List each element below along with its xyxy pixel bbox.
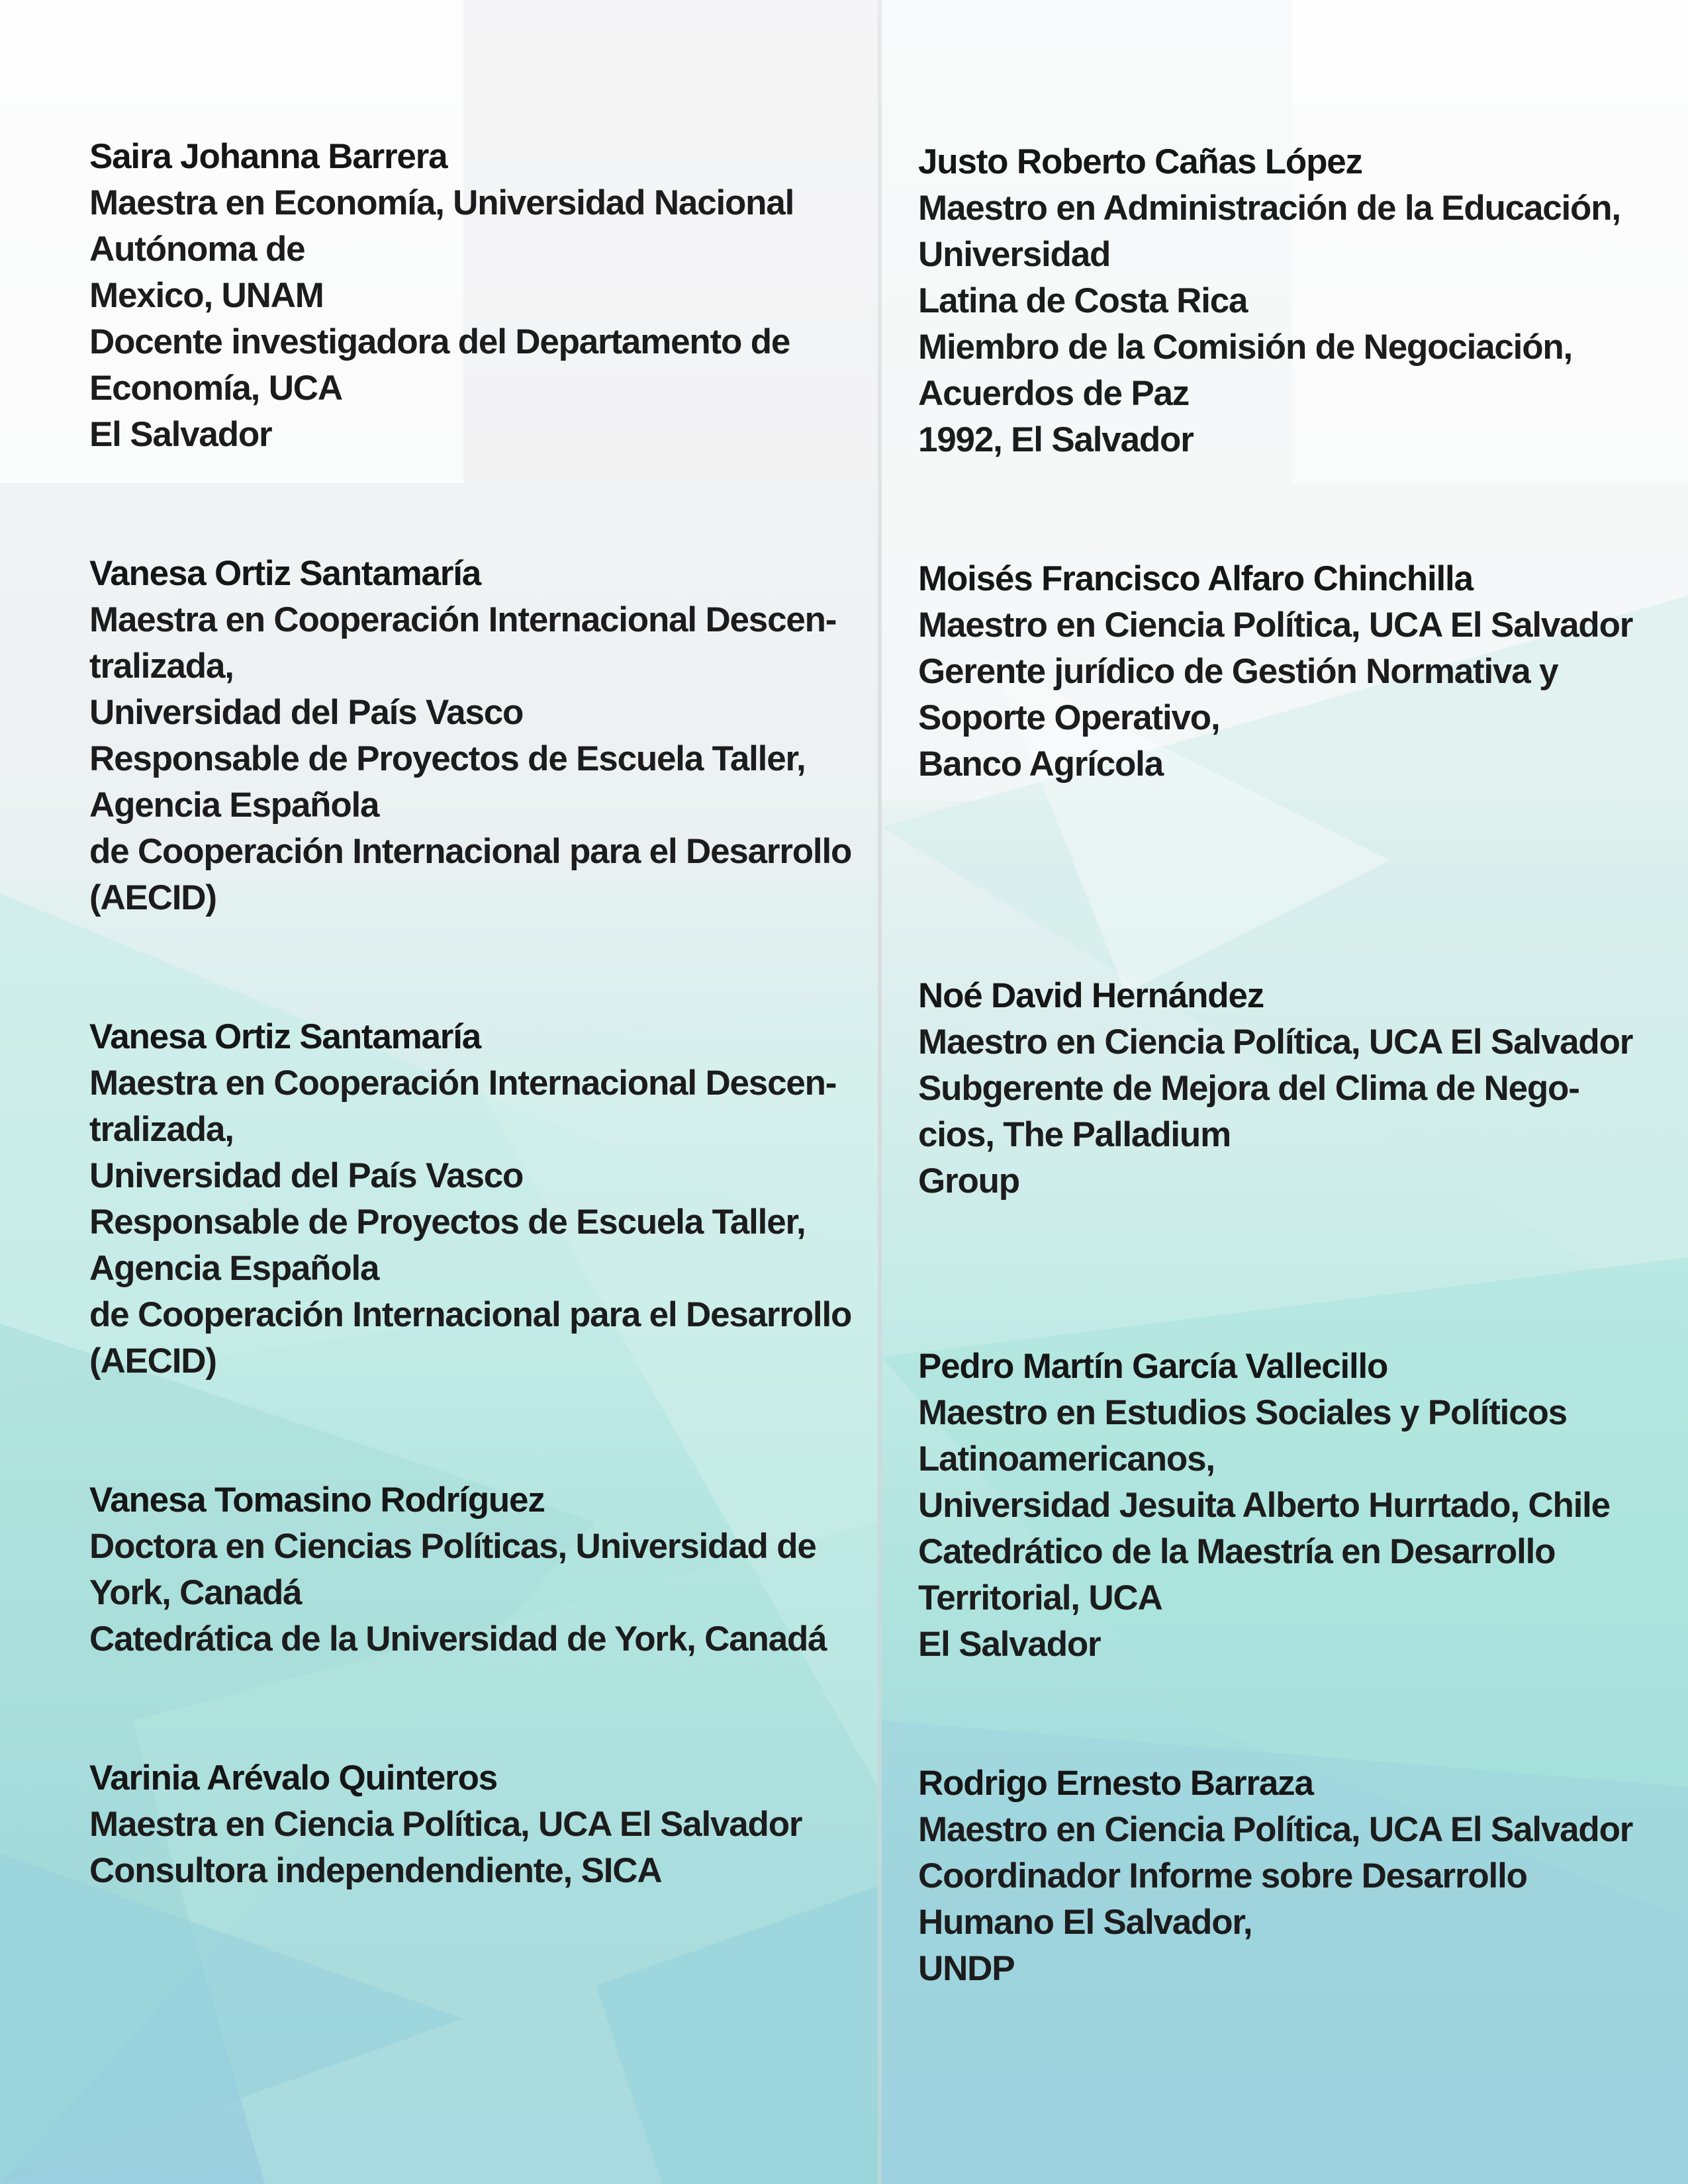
- profile-name: Noé David Hernández: [918, 976, 1264, 1015]
- profile-name: Vanesa Tomasino Rodríguez: [89, 1480, 545, 1520]
- profile-detail: tralizada,: [89, 647, 234, 686]
- profile-entry: [89, 1014, 851, 1385]
- profile-detail: Latina de Costa Rica: [918, 281, 1248, 320]
- profile-detail: Maestra en Ciencia Política, UCA El Salvador: [89, 1805, 802, 1844]
- profile-name: Justo Roberto Cañas López: [918, 142, 1362, 181]
- profile-detail: Territorial, UCA: [918, 1578, 1162, 1617]
- profile-detail: Responsable de Proyectos de Escuela Taller,: [89, 739, 806, 778]
- profile-detail: El Salvador: [89, 415, 272, 454]
- profile-detail: Maestra en Economía, Universidad Nacional: [89, 183, 794, 222]
- profile-detail: Catedrática de la Universidad de York, Canadá: [89, 1619, 827, 1659]
- profile-entry: [918, 1343, 1610, 1668]
- profile-detail: Maestro en Ciencia Política, UCA El Salvador: [918, 1810, 1633, 1849]
- profile-detail: Agencia Española: [89, 1249, 379, 1288]
- profile-detail: Catedrático de la Maestría en Desarrollo: [918, 1532, 1556, 1571]
- profile-name: Rodrigo Ernesto Barraza: [918, 1764, 1313, 1803]
- profile-detail: Soporte Operativo,: [918, 698, 1220, 737]
- profile-detail: El Salvador: [918, 1625, 1101, 1664]
- profile-entry: [918, 556, 1632, 788]
- profile-name: Vanesa Ortiz Santamaría: [89, 554, 481, 593]
- profile-detail: Banco Agrícola: [918, 745, 1163, 784]
- profile-detail: 1992, El Salvador: [918, 420, 1194, 459]
- profile-detail: Gerente jurídico de Gestión Normativa y: [918, 652, 1558, 691]
- profile-detail: Consultora independendiente, SICA: [89, 1851, 662, 1890]
- profile-detail: Docente investigadora del Departamento de: [89, 322, 790, 361]
- profile-detail: Subgerente de Mejora del Clima de Nego-: [918, 1069, 1579, 1108]
- profile-detail: Economía, UCA: [89, 369, 342, 408]
- profile-detail: Maestro en Ciencia Política, UCA El Salvador: [918, 1023, 1633, 1062]
- profile-entry: [918, 139, 1620, 463]
- profile-detail: Maestra en Cooperación Internacional Descen-: [89, 600, 837, 639]
- profile-name: Moisés Francisco Alfaro Chinchilla: [918, 559, 1473, 598]
- profile-name: Saira Johanna Barrera: [89, 137, 447, 176]
- profile-detail: UNDP: [918, 1949, 1015, 1988]
- profile-entry: [918, 1760, 1632, 1992]
- profile-detail: de Cooperación Internacional para el Desarrollo: [89, 832, 852, 871]
- profile-detail: Coordinador Informe sobre Desarrollo: [918, 1856, 1527, 1895]
- profile-detail: Humano El Salvador,: [918, 1903, 1252, 1942]
- column-divider: [878, 0, 882, 2184]
- profile-detail: Maestra en Cooperación Internacional Descen-: [89, 1064, 837, 1103]
- profile-detail: Agencia Española: [89, 786, 379, 825]
- profile-detail: Responsable de Proyectos de Escuela Taller,: [89, 1203, 806, 1242]
- profile-detail: Group: [918, 1161, 1019, 1201]
- profile-detail: (AECID): [89, 1342, 216, 1381]
- profile-detail: Universidad Jesuita Alberto Hurrtado, Chile: [918, 1486, 1610, 1525]
- profile-detail: (AECID): [89, 878, 216, 917]
- profile-detail: Maestro en Ciencia Política, UCA El Salvador: [918, 606, 1633, 645]
- profile-detail: Universidad del País Vasco: [89, 1156, 524, 1195]
- profile-detail: de Cooperación Internacional para el Desarrollo: [89, 1295, 852, 1334]
- profile-detail: Maestro en Administración de la Educación,: [918, 189, 1620, 228]
- profile-entry: [89, 1477, 826, 1662]
- profile-entry: [89, 134, 794, 458]
- profile-detail: Universidad: [918, 235, 1111, 274]
- profile-detail: Universidad del País Vasco: [89, 693, 524, 732]
- profile-name: Varinia Arévalo Quinteros: [89, 1758, 498, 1797]
- profile-entry: [89, 1755, 802, 1894]
- profile-detail: Autónoma de: [89, 230, 305, 269]
- profile-detail: Maestro en Estudios Sociales y Políticos: [918, 1393, 1567, 1432]
- profile-detail: cios, The Palladium: [918, 1115, 1231, 1154]
- profile-name: Vanesa Ortiz Santamaría: [89, 1017, 481, 1056]
- profile-detail: tralizada,: [89, 1110, 234, 1149]
- profile-entry: [918, 973, 1632, 1205]
- profile-name: Pedro Martín García Vallecillo: [918, 1347, 1388, 1386]
- profile-detail: Latinoamericanos,: [918, 1439, 1215, 1479]
- profile-detail: Doctora en Ciencias Políticas, Universidad de: [89, 1527, 816, 1566]
- profile-detail: Acuerdos de Paz: [918, 374, 1190, 413]
- profile-detail: Miembro de la Comisión de Negociación,: [918, 328, 1573, 367]
- profile-detail: Mexico, UNAM: [89, 276, 324, 315]
- profile-detail: York, Canadá: [89, 1573, 302, 1612]
- profile-entry: [89, 551, 851, 921]
